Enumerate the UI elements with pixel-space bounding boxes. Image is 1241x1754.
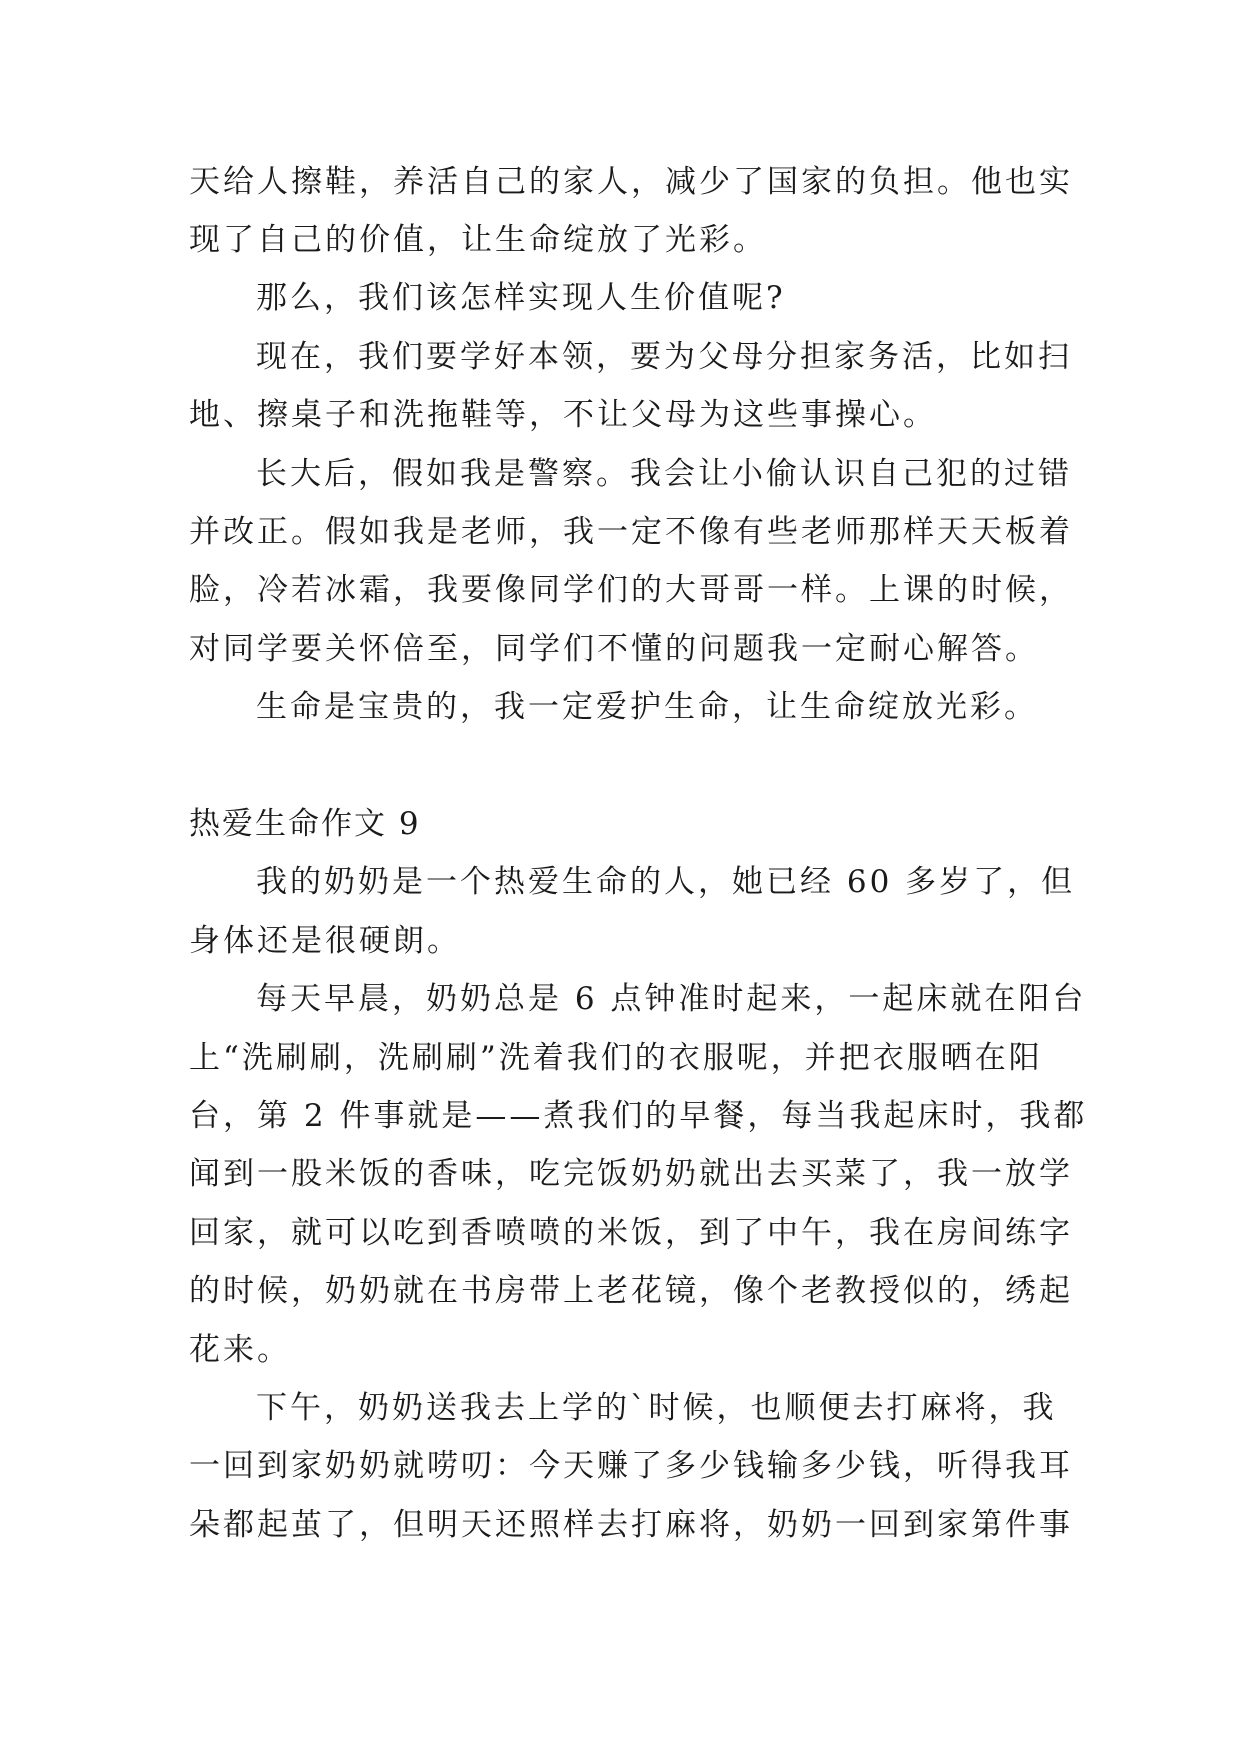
text-line: 朵都起茧了，但明天还照样去打麻将，奶奶一回到家第件事: [189, 1507, 1073, 1543]
text-line: 现了自己的价值，让生命绽放了光彩。: [189, 222, 767, 258]
text-line: 生命是宝贵的，我一定爱护生命，让生命绽放光彩。: [256, 689, 1038, 725]
text-line: 一回到家奶奶就唠叨：今天赚了多少钱输多少钱，听得我耳: [189, 1448, 1073, 1484]
text-line: 那么，我们该怎样实现人生价值呢?: [256, 280, 786, 316]
text-line: 地、擦桌子和洗拖鞋等，不让父母为这些事操心。: [189, 397, 937, 433]
text-line: 并改正。假如我是老师，我一定不像有些老师那样天天板着: [189, 514, 1073, 550]
text-line: 台，第 2 件事就是——煮我们的早餐，每当我起床时，我都: [189, 1098, 1088, 1134]
text-line: 脸，冷若冰霜，我要像同学们的大哥哥一样。上课的时候，: [189, 572, 1073, 608]
text-line: 现在，我们要学好本领，要为父母分担家务活，比如扫: [256, 339, 1072, 375]
text-line: 我的奶奶是一个热爱生命的人，她已经 60 多岁了，但: [256, 864, 1076, 900]
text-line: 上“洗刷刷，洗刷刷”洗着我们的衣服呢，并把衣服晒在阳: [189, 1040, 1043, 1076]
text-line: 的时候，奶奶就在书房带上老花镜，像个老教授似的，绣起: [189, 1273, 1073, 1309]
text-line: 天给人擦鞋，养活自己的家人，减少了国家的负担。他也实: [189, 164, 1073, 200]
text-line: 下午，奶奶送我去上学的`时候，也顺便去打麻将，我: [256, 1390, 1057, 1426]
text-line: 身体还是很硬朗。: [189, 923, 461, 959]
text-line: 回家，就可以吃到香喷喷的米饭，到了中午，我在房间练字: [189, 1215, 1073, 1251]
text-line: 长大后，假如我是警察。我会让小偷认识自己犯的过错: [256, 456, 1072, 492]
text-line: 每天早晨，奶奶总是 6 点钟准时起来，一起床就在阳台: [256, 981, 1087, 1017]
text-line: 花来。: [189, 1332, 291, 1368]
text-line: 对同学要关怀倍至，同学们不懂的问题我一定耐心解答。: [189, 631, 1039, 667]
text-line: 闻到一股米饭的香味，吃完饭奶奶就出去买菜了，我一放学: [189, 1156, 1073, 1192]
section-heading: 热爱生命作文 9: [189, 806, 421, 842]
